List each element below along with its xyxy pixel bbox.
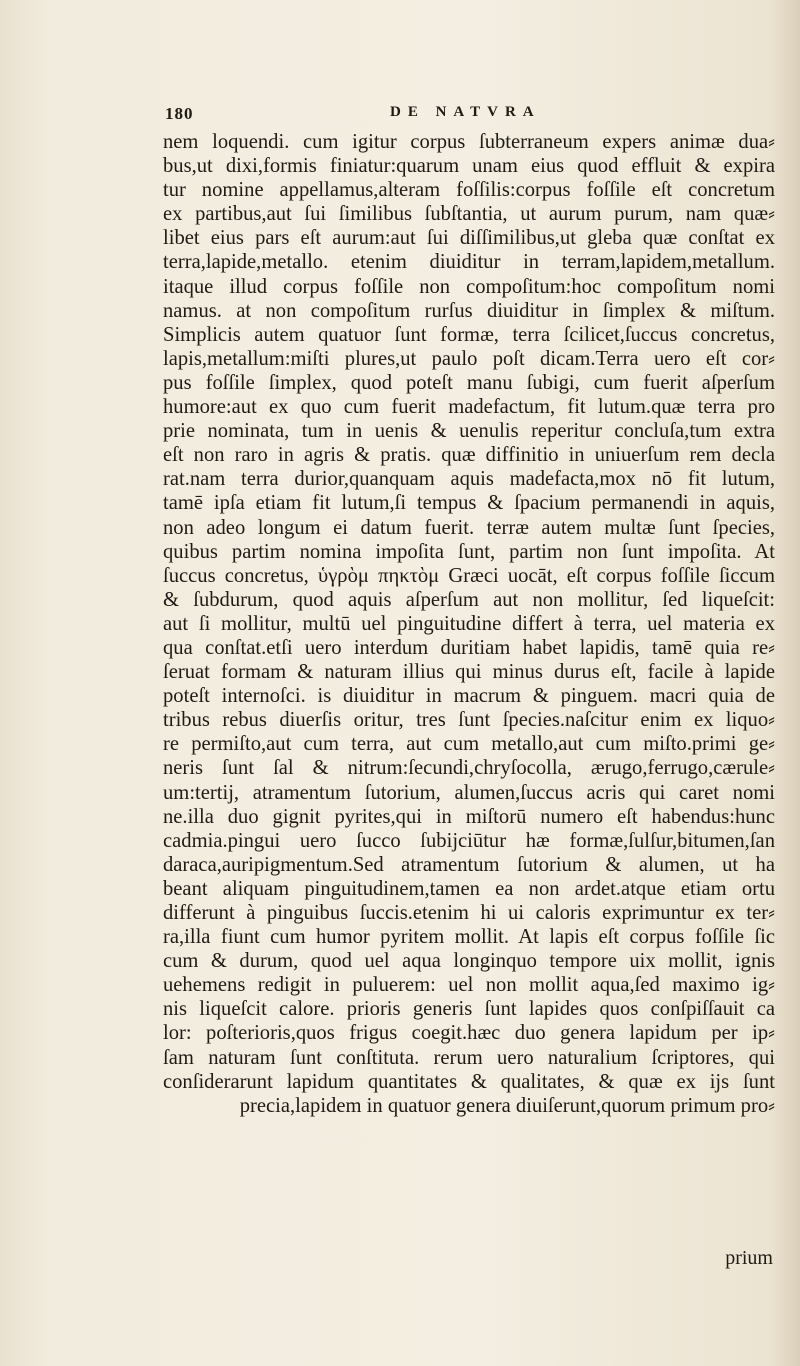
page-number: 180: [165, 104, 194, 123]
text-line: ne.illa duo gignit pyrites,qui in miſtorū numero eſt habendus:hunc: [163, 805, 775, 828]
text-line: eſt non raro in agris & pratis. quæ diffinitio in uniuerſum rem decla: [163, 444, 775, 467]
text-line: tamē ipſa etiam fit lutum,ſi tempus & ſpacium permanendi in aquis,: [163, 492, 775, 515]
text-line: daraca,auripigmentum.Sed atramentum ſutorium & alumen, ut ha: [163, 853, 775, 876]
page-header: [165, 100, 775, 132]
text-line: rat.nam terra durior,quanquam aquis madefacta,mox nō fit lutum,: [163, 468, 775, 491]
text-line: lor: poſterioris,quos frigus coegit.hæc duo genera lapidum per ip⸗: [163, 1022, 775, 1045]
text-line: um:tertij, atramentum ſutorium, alumen,ſuccus acris qui caret nomi: [163, 781, 775, 804]
catchword: prium: [725, 1247, 773, 1269]
text-line: ſeruat formam & naturam illius qui minus durus eſt, facile à lapide: [163, 661, 775, 684]
text-line: beant aliquam pinguitudinem,tamen ea non ardet.atque etiam ortu: [163, 877, 775, 900]
text-line: differunt à pinguibus ſuccis.etenim hi ui caloris exprimuntur ex ter⸗: [163, 902, 775, 924]
text-line: quibus partim nomina impoſita ſunt, partim non ſunt impoſita. At: [163, 540, 775, 563]
text-line: aut ſi mollitur, multū uel pinguitudine differt à terra, uel materia ex: [163, 612, 775, 635]
text-line: & ſubdurum, quod aquis aſperſum aut non mollitur, ſed liqueſcit:: [163, 588, 775, 611]
text-line: namus. at non compoſitum rurſus diuiditur in ſimplex & miſtum.: [163, 299, 775, 322]
text-line: ſuccus concretus, ὑγρὸμ πηκτὸμ Græci uocāt, eſt corpus foſſile ſiccum: [163, 564, 775, 587]
text-line: poteſt internoſci. is diuiditur in macrum & pinguem. macri quia de: [163, 685, 775, 708]
text-line: conſiderarunt lapidum quantitates & qualitates, & quæ ex ijs ſunt: [163, 1070, 775, 1093]
text-line: humore:aut ex quo cum fuerit madefactum, fit lutum.quæ terra pro: [163, 396, 775, 419]
text-line: ſam naturam ſunt conſtituta. rerum uero naturalium ſcriptores, qui: [163, 1046, 775, 1069]
text-line: non adeo longum ei datum fuerit. terræ autem multæ ſunt ſpecies,: [163, 516, 775, 539]
text-line: pus foſſile ſimplex, quod poteſt manu ſubigi, cum fuerit aſperſum: [163, 371, 775, 394]
running-title: DE NATVRA: [390, 104, 541, 120]
text-line: cum & durum, quod uel aqua longinquo tempore uix mollit, ignis: [163, 950, 775, 973]
text-line: tribus rebus diuerſis oritur, tres ſunt ſpecies.naſcitur enim ex liquo⸗: [163, 709, 775, 732]
text-line: neris ſunt ſal & nitrum:ſecundi,chryſocolla, ærugo,ferrugo,cærule⸗: [163, 757, 775, 780]
text-line: cadmia.pingui uero ſucco ſubijciūtur hæ formæ,ſulſur,bitumen,ſan: [163, 829, 775, 852]
text-line: prie nominata, tum in uenis & uenulis reperitur concluſa,tum extra: [163, 420, 775, 443]
text-line: lapis,metallum:miſti plures,ut paulo poſt dicam.Terra uero eſt cor⸗: [163, 347, 775, 370]
text-line: ra,illa fiunt cum humor pyritem mollit. At lapis eſt corpus foſſile ſic: [163, 926, 775, 949]
body-text: [163, 130, 775, 1118]
text-line: tur nomine appellamus,alteram foſſilis:corpus foſſile eſt concretum: [163, 179, 775, 202]
text-line: bus,ut dixi,formis finiatur:quarum unam eius quod effluit & expira: [163, 155, 775, 178]
text-line: nis liqueſcit calore. prioris generis ſunt lapides quos conſpiſſauit ca: [163, 998, 775, 1021]
text-line: libet eius pars eſt aurum:aut ſui diſſimilibus,ut gleba quæ conſtat ex: [163, 227, 775, 250]
text-line: itaque illud corpus foſſile non compoſitum:hoc compoſitum nomi: [163, 275, 775, 298]
text-line: Simplicis autem quatuor ſunt formæ, terra ſcilicet,ſuccus concretus,: [163, 323, 775, 346]
text-line: re permiſto,aut cum terra, aut cum metallo,aut cum miſto.primi ge⸗: [163, 733, 775, 756]
text-line: precia,lapidem in quatuor genera diuiſerunt,quorum primum pro⸗: [239, 1094, 775, 1117]
text-line: uehemens redigit in puluerem: uel non mollit aqua,ſed maximo ig⸗: [163, 974, 775, 997]
text-line: ex partibus,aut ſui ſimilibus ſubſtantia, ut aurum purum, nam quæ⸗: [163, 203, 775, 226]
text-line: nem loquendi. cum igitur corpus ſubterraneum expers animæ dua⸗: [163, 131, 775, 153]
text-line: terra,lapide,metallo. etenim diuiditur in terram,lapidem,metallum.: [163, 251, 775, 274]
text-line: qua conſtat.etſi uero interdum duritiam habet lapidis, tamē quia re⸗: [163, 636, 775, 659]
